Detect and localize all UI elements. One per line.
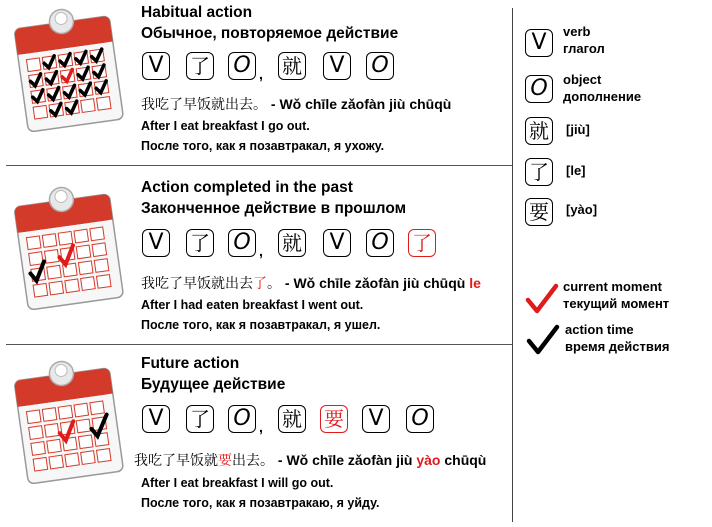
- le-box-highlighted: 了: [408, 229, 436, 257]
- comma: ,: [259, 66, 263, 82]
- verb-box: V: [142, 229, 170, 257]
- calendar-icon-habitual: [6, 4, 130, 132]
- legend-jiu-box: 就: [525, 117, 553, 145]
- example-sentence: 我吃了早饭就要出去。 - Wǒ chīle zǎofàn jiù yào chūqù: [134, 452, 487, 469]
- calendar-icon-past: [6, 182, 130, 310]
- black-check-icon: [526, 324, 560, 356]
- object-box: O: [228, 229, 256, 257]
- section-title-en: Habitual action: [141, 4, 253, 21]
- section-title-ru: Обычное, повторяемое действие: [141, 25, 399, 42]
- legend-action-time-label: action time время действия: [565, 322, 670, 354]
- le-box: 了: [186, 405, 214, 433]
- object-box: O: [228, 52, 256, 80]
- yao-box-highlighted: 要: [320, 405, 348, 433]
- legend-verb-label: verb глагол: [563, 24, 605, 56]
- legend-le-box: 了: [525, 158, 553, 186]
- translation-en: After I had eaten breakfast I went out.: [141, 298, 364, 312]
- section-divider: [6, 165, 512, 166]
- le-box: 了: [186, 52, 214, 80]
- comma: ,: [259, 243, 263, 259]
- legend-jiu-pinyin: [jiù]: [566, 122, 590, 137]
- object-box: O: [366, 229, 394, 257]
- comma: ,: [259, 419, 263, 435]
- example-sentence: 我吃了早饭就出去了。 - Wǒ chīle zǎofàn jiù chūqù le: [141, 275, 481, 292]
- jiu-box: 就: [278, 52, 306, 80]
- verb-box: V: [323, 52, 351, 80]
- verb-box: V: [362, 405, 390, 433]
- section-title-ru: Законченное действие в прошлом: [141, 200, 407, 217]
- section-divider: [6, 344, 512, 345]
- red-check-icon: [525, 283, 559, 315]
- legend-current-moment-label: current moment текущий момент: [563, 279, 670, 311]
- jiu-box: 就: [278, 405, 306, 433]
- translation-en: After I eat breakfast I go out.: [141, 119, 310, 133]
- legend-yao-pinyin: [yào]: [566, 202, 598, 217]
- object-box: O: [366, 52, 394, 80]
- translation-en: After I eat breakfast I will go out.: [141, 476, 334, 490]
- legend-le-pinyin: [le]: [566, 163, 586, 178]
- section-title-en: Future action: [141, 355, 240, 372]
- object-box: O: [406, 405, 434, 433]
- translation-ru: После того, как я позавтракал, я ухожу.: [141, 139, 385, 153]
- verb-box: V: [142, 52, 170, 80]
- legend-object-box: O: [525, 75, 553, 103]
- le-box: 了: [186, 229, 214, 257]
- legend-yao-box: 要: [525, 198, 553, 226]
- legend-divider: [512, 8, 513, 522]
- example-sentence: 我吃了早饭就出去。 - Wǒ chīle zǎofàn jiù chūqù: [141, 96, 452, 113]
- jiu-box: 就: [278, 229, 306, 257]
- object-box: O: [228, 405, 256, 433]
- translation-ru: После того, как я позавтракаю, я уйду.: [141, 496, 380, 510]
- translation-ru: После того, как я позавтракал, я ушел.: [141, 318, 381, 332]
- legend-verb-box: V: [525, 29, 553, 57]
- calendar-icon-future: [6, 356, 130, 484]
- section-title-ru: Будущее действие: [141, 376, 286, 393]
- verb-box: V: [142, 405, 170, 433]
- section-title-en: Action completed in the past: [141, 179, 353, 196]
- legend-object-label: object дополнение: [563, 72, 642, 104]
- verb-box: V: [323, 229, 351, 257]
